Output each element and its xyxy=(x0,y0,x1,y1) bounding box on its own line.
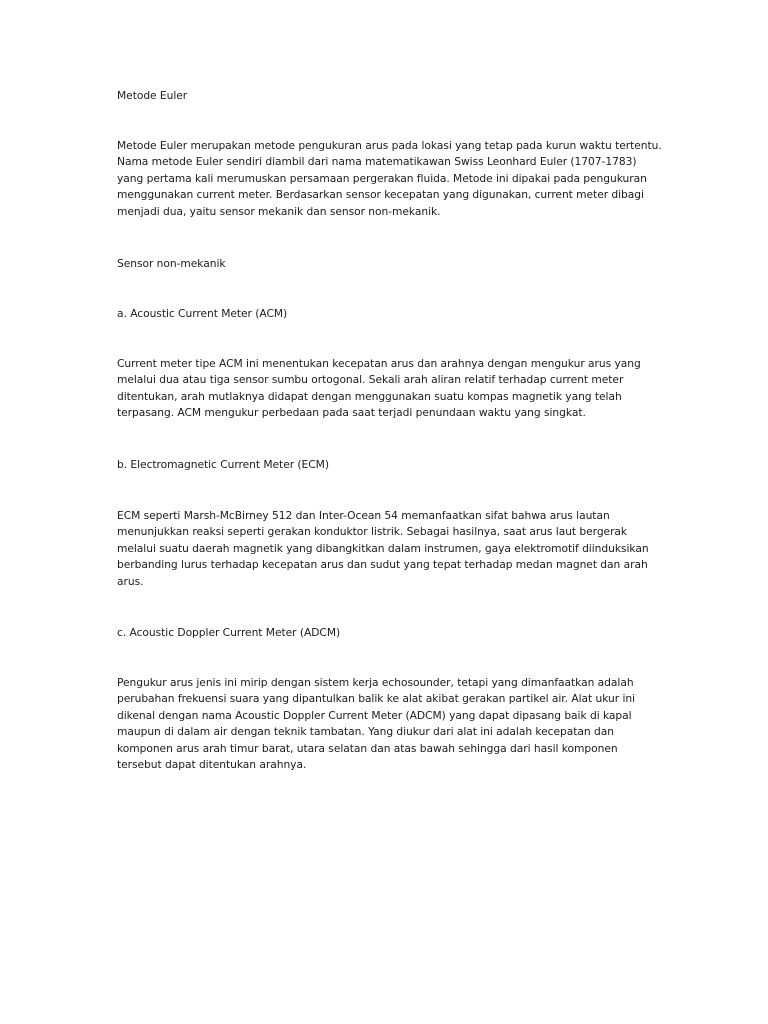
section-heading: Sensor non-mekanik xyxy=(117,257,226,270)
item-paragraph-adcm: Pengukur arus jenis ini mirip dengan sistem kerja echosounder, tetapi yang dimanfaatkan adalah perubahan frekuensi suara yang dipantulkan balik ke alat akibat gerakan partikel air. Alat ukur ini dikenal dengan nama Acoustic Doppler Current Meter (ADCM) yang dapat dipasang baik di kapal maupun di dalam air dengan teknik tambatan. Yang diukur dari alat ini adalah kecepatan dan komponen arus arah timur barat, utara selatan dan atas bawah sehingga dari hasil komponen tersebut dapat ditentukan arahnya. xyxy=(117,676,636,772)
item-heading-ecm: b. Electromagnetic Current Meter (ECM) xyxy=(117,458,329,471)
document-title: Metode Euler xyxy=(117,89,188,102)
item-paragraph-acm: Current meter tipe ACM ini menentukan kecepatan arus dan arahnya dengan mengukur arus yang melalui dua atau tiga sensor sumbu ortogonal. Sekali arah aliran relatif terhadap current meter ditentukan, arah mutlaknya didapat dengan menggunakan suatu kompas magnetik yang telah terpasang. ACM mengukur perbedaan pada saat terjadi penundaan waktu yang singkat. xyxy=(117,357,641,420)
item-heading-adcm: c. Acoustic Doppler Current Meter (ADCM) xyxy=(117,626,341,639)
item-paragraph-ecm: ECM seperti Marsh-McBirney 512 dan Inter-Ocean 54 memanfaatkan sifat bahwa arus lautan menunjukkan reaksi seperti gerakan konduktor listrik. Sebagai hasilnya, saat arus laut bergerak melalui suatu daerah magnetik yang dibangkitkan dalam instrumen, gaya elektromotif diinduksikan berbanding lurus terhadap kecepatan arus dan sudut yang tepat terhadap medan magnet dan arah arus. xyxy=(117,509,649,588)
intro-paragraph: Metode Euler merupakan metode pengukuran arus pada lokasi yang tetap pada kurun waktu tertentu. Nama metode Euler sendiri diambil dari nama matematikawan Swiss Leonhard Euler (1707-1783) yang pertama kali merumuskan persamaan pergerakan fluida. Metode ini dipakai pada pengukuran menggunakan current meter. Berdasarkan sensor kecepatan yang digunakan, current meter dibagi menjadi dua, yaitu sensor mekanik dan sensor non-mekanik. xyxy=(117,139,662,218)
item-heading-acm: a. Acoustic Current Meter (ACM) xyxy=(117,307,288,320)
